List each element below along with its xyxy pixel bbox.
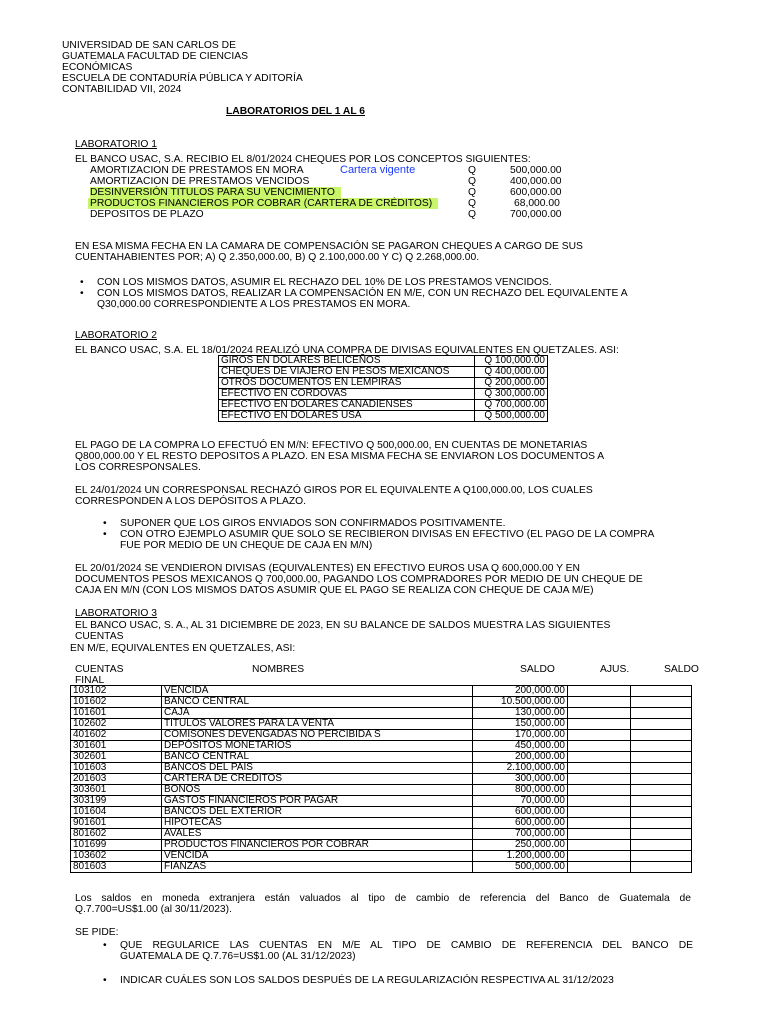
table-cell: Q 500,000.00 xyxy=(475,411,548,422)
lab1-paragraph: EN ESA MISMA FECHA EN LA CAMARA DE COMPENSACIÓN SE PAGARON CHEQUES A CARGO DE SUS xyxy=(75,241,583,252)
table-cell: 150,000.00 xyxy=(473,719,568,730)
table-cell: 2.100,000.00 xyxy=(473,763,568,774)
table-cell: 101603 xyxy=(71,763,162,774)
table-row xyxy=(71,741,692,752)
lab3-requirement: • QUE REGULARICE LAS CUENTAS EN M/E AL TIPO DE CAMBIO DE REFERENCIA DEL BANCO DE xyxy=(120,940,693,951)
table-cell: CHEQUES DE VIAJERO EN PESOS MEXICANOS xyxy=(219,367,475,378)
table-cell: 801602 xyxy=(71,829,162,840)
table-row xyxy=(71,774,692,785)
col-header-nombres: NOMBRES xyxy=(252,664,305,675)
table-row xyxy=(219,378,548,389)
table-cell: 301601 xyxy=(71,741,162,752)
table-cell: VENCIDA xyxy=(162,851,473,862)
table-cell xyxy=(631,719,692,730)
table-cell: 250,000.00 xyxy=(473,840,568,851)
table-cell: 300,000.00 xyxy=(473,774,568,785)
table-cell xyxy=(631,697,692,708)
lab2-title: LABORATORIO 2 xyxy=(75,330,158,341)
table-row xyxy=(219,367,548,378)
table-row xyxy=(71,840,692,851)
table-cell: BANCO CENTRAL xyxy=(162,752,473,763)
table-cell xyxy=(631,708,692,719)
amount: 500,000.00 xyxy=(510,165,562,176)
table-cell xyxy=(631,774,692,785)
lab1-paragraph: CUENTAHABIENTES POR; A) Q 2.350,000.00, B) Q 2.100,000.00 Y C) Q 2.268,000.00. xyxy=(75,252,480,263)
col-header-ajus: AJUS. xyxy=(600,664,630,675)
currency: Q xyxy=(468,198,477,209)
table-cell: BANCOS DEL EXTERIOR xyxy=(162,807,473,818)
header-line: UNIVERSIDAD DE SAN CARLOS DE xyxy=(62,40,236,51)
table-cell xyxy=(568,829,631,840)
table-cell: DEPÓSITOS MONETARIOS xyxy=(162,741,473,752)
table-row xyxy=(71,851,692,862)
lab2-intro: EL BANCO USAC, S.A. EL 18/01/2024 REALIZÓ UNA COMPRA DE DIVISAS EQUIVALENTES EN QUETZALES. ASI: xyxy=(75,345,619,356)
table-cell: Q 400,000.00 xyxy=(475,367,548,378)
table-cell: 401602 xyxy=(71,730,162,741)
table-cell: 1.200,000.00 xyxy=(473,851,568,862)
table-row xyxy=(71,807,692,818)
table-cell: HIPOTECAS xyxy=(162,818,473,829)
table-cell: 101602 xyxy=(71,697,162,708)
table-cell: OTROS DOCUMENTOS EN LEMPIRAS xyxy=(219,378,475,389)
table-cell: BANCOS DEL PAIS xyxy=(162,763,473,774)
lab1-bullet: • CON LOS MISMOS DATOS, REALIZAR LA COMPENSACIÓN EN M/E, CON UN RECHAZO DEL EQUIVALENTE A xyxy=(97,288,628,299)
table-cell: 103102 xyxy=(71,686,162,697)
lab1-item: DEPOSITOS DE PLAZO xyxy=(90,209,204,220)
table-cell xyxy=(631,851,692,862)
table-cell: 130,000.00 xyxy=(473,708,568,719)
table-row xyxy=(71,752,692,763)
lab3-requirement-cont: GUATEMALA DE Q.7.76=US$1.00 (AL 31/12/2023) xyxy=(120,951,356,962)
header-line: GUATEMALA FACULTAD DE CIENCIAS xyxy=(62,51,248,62)
lab2-paragraph: EL 20/01/2024 SE VENDIERON DIVISAS (EQUIVALENTES) EN EFECTIVO EUROS USA Q 600,000.00 Y EN xyxy=(75,563,580,574)
lab3-intro: EL BANCO USAC, S. A., AL 31 DICIEMBRE DE 2023, EN SU BALANCE DE SALDOS MUESTRA LAS SIGUIENTES xyxy=(75,620,611,631)
table-cell: 303199 xyxy=(71,796,162,807)
col-header-saldo: SALDO xyxy=(520,664,555,675)
table-cell: 200,000.00 xyxy=(473,752,568,763)
table-cell: TITULOS VALORES PARA LA VENTA xyxy=(162,719,473,730)
lab3-table xyxy=(70,685,692,873)
table-row xyxy=(219,356,548,367)
currency: Q xyxy=(468,209,477,220)
lab1-item: AMORTIZACION DE PRESTAMOS VENCIDOS xyxy=(90,176,310,187)
table-row xyxy=(71,829,692,840)
table-cell xyxy=(631,763,692,774)
table-cell: 450,000.00 xyxy=(473,741,568,752)
table-cell: AVALES xyxy=(162,829,473,840)
table-cell xyxy=(568,730,631,741)
table-cell: 101699 xyxy=(71,840,162,851)
table-cell xyxy=(568,763,631,774)
table-cell: 170,000.00 xyxy=(473,730,568,741)
table-cell xyxy=(631,796,692,807)
table-cell: 70,000.00 xyxy=(473,796,568,807)
col-header-final: FINAL xyxy=(75,675,105,686)
table-cell xyxy=(631,730,692,741)
table-cell: 201603 xyxy=(71,774,162,785)
table-cell xyxy=(631,741,692,752)
table-cell: Q 100,000.00 xyxy=(475,356,548,367)
table-cell xyxy=(568,807,631,818)
table-row xyxy=(219,400,548,411)
header-line: CONTABILIDAD VII, 2024 xyxy=(62,84,182,95)
table-row xyxy=(71,708,692,719)
table-row xyxy=(219,389,548,400)
lab1-bullet: • CON LOS MISMOS DATOS, ASUMIR EL RECHAZO DEL 10% DE LOS PRESTAMOS VENCIDOS. xyxy=(97,277,552,288)
lab2-table xyxy=(218,355,548,422)
table-cell xyxy=(568,774,631,785)
table-cell: Q 300,000.00 xyxy=(475,389,548,400)
lab1-item-highlighted: PRODUCTOS FINANCIEROS POR COBRAR (CARTERA DE CRÉDITOS) xyxy=(88,198,438,209)
header-block xyxy=(62,40,303,95)
currency: Q xyxy=(468,176,477,187)
lab2-bullet: • SUPONER QUE LOS GIROS ENVIADOS SON CONFIRMADOS POSITIVAMENTE. xyxy=(120,518,505,529)
table-cell xyxy=(568,785,631,796)
table-row xyxy=(71,730,692,741)
lab2-paragraph: EL 24/01/2024 UN CORRESPONSAL RECHAZÓ GIROS POR EL EQUIVALENTE A Q100,000.00, LOS CUALES xyxy=(75,485,593,496)
table-cell xyxy=(568,862,631,873)
table-cell xyxy=(568,686,631,697)
table-row xyxy=(71,697,692,708)
table-cell: 600,000.00 xyxy=(473,807,568,818)
table-cell: 800,000.00 xyxy=(473,785,568,796)
table-cell: BONOS xyxy=(162,785,473,796)
table-cell xyxy=(568,752,631,763)
lab2-paragraph: EL PAGO DE LA COMPRA LO EFECTUÓ EN M/N: EFECTIVO Q 500,000.00, EN CUENTAS DE MONETARIAS xyxy=(75,440,588,451)
table-cell xyxy=(631,840,692,851)
amount: 400,000.00 xyxy=(510,176,562,187)
table-cell: EFECTIVO EN DOLARES USA xyxy=(219,411,475,422)
lab1-item: AMORTIZACION DE PRESTAMOS EN MORA xyxy=(90,165,304,176)
table-cell: Q 200,000.00 xyxy=(475,378,548,389)
table-cell xyxy=(568,697,631,708)
table-cell: 103602 xyxy=(71,851,162,862)
table-cell: 600,000.00 xyxy=(473,818,568,829)
currency: Q xyxy=(468,187,477,198)
table-cell: GASTOS FINANCIEROS POR PAGAR xyxy=(162,796,473,807)
table-cell: VENCIDA xyxy=(162,686,473,697)
table-cell xyxy=(568,719,631,730)
table-row xyxy=(71,719,692,730)
lab2-paragraph: Q800,000.00 Y EL RESTO DEPOSITOS A PLAZO. EN ESA MISMA FECHA SE ENVIARON LOS DOCUMENTOS A xyxy=(75,451,605,462)
lab1-intro: EL BANCO USAC, S.A. RECIBIO EL 8/01/2024 CHEQUES POR LOS CONCEPTOS SIGUIENTES: xyxy=(75,154,531,165)
lab3-intro: CUENTAS xyxy=(75,631,124,642)
amount: 700,000.00 xyxy=(510,209,562,220)
table-cell: EFECTIVO EN DOLARES CANADIENSES xyxy=(219,400,475,411)
table-cell xyxy=(568,840,631,851)
lab2-paragraph: CAJA EN M/N (CON LOS MISMOS DATOS ASUMIR QUE EL PAGO SE REALIZA CON CHEQUE DE CAJA M/E) xyxy=(75,585,594,596)
table-cell xyxy=(631,829,692,840)
table-cell: 500,000.00 xyxy=(473,862,568,873)
table-cell xyxy=(568,818,631,829)
table-row xyxy=(71,686,692,697)
lab3-note: Q.7.700=US$1.00 (al 30/11/2023). xyxy=(75,904,232,915)
lab2-paragraph: DOCUMENTOS PESOS MEXICANOS Q 700,000.00, PAGANDO LOS COMPRADORES POR MEDIO DE UN CHEQUE DE xyxy=(75,574,643,585)
amount: 68,000.00 xyxy=(514,198,560,209)
document-title: LABORATORIOS DEL 1 AL 6 xyxy=(226,106,366,117)
header-line: ECONÓMICAS xyxy=(62,62,133,73)
lab2-paragraph: LOS CORRESPONSALES. xyxy=(75,462,201,473)
table-cell: 801603 xyxy=(71,862,162,873)
table-row xyxy=(71,818,692,829)
table-cell xyxy=(631,785,692,796)
table-cell: EFECTIVO EN CORDOVAS xyxy=(219,389,475,400)
table-cell: 302601 xyxy=(71,752,162,763)
table-cell: 102602 xyxy=(71,719,162,730)
table-cell: BANCO CENTRAL xyxy=(162,697,473,708)
table-cell: 200,000.00 xyxy=(473,686,568,697)
lab1-title: LABORATORIO 1 xyxy=(75,139,158,150)
lab3-intro: EN M/E, EQUIVALENTES EN QUETZALES, ASI: xyxy=(70,643,296,654)
table-cell xyxy=(631,686,692,697)
table-cell xyxy=(631,807,692,818)
se-pide-heading: SE PIDE: xyxy=(75,927,119,938)
table-cell: CAJA xyxy=(162,708,473,719)
table-cell xyxy=(568,851,631,862)
table-cell: GIROS EN DOLARES BELICEÑOS xyxy=(219,356,475,367)
col-header-saldo-final: SALDO xyxy=(664,664,699,675)
lab2-paragraph: CORRESPONDEN A LOS DEPÓSITOS A PLAZO. xyxy=(75,496,306,507)
table-cell: 10.500,000.00 xyxy=(473,697,568,708)
table-row xyxy=(219,411,548,422)
table-cell xyxy=(568,708,631,719)
table-cell: 101601 xyxy=(71,708,162,719)
col-header-cuentas: CUENTAS xyxy=(75,664,124,675)
table-row xyxy=(71,785,692,796)
table-row xyxy=(71,763,692,774)
table-cell: 303601 xyxy=(71,785,162,796)
lab3-requirement: • INDICAR CUÁLES SON LOS SALDOS DESPUÉS DE LA REGULARIZACIÓN RESPECTIVA AL 31/12/2023 xyxy=(120,975,614,986)
table-cell xyxy=(631,862,692,873)
table-cell xyxy=(568,796,631,807)
lab2-bullet-cont: FUE POR MEDIO DE UN CHEQUE DE CAJA EN M/N) xyxy=(120,540,373,551)
table-row xyxy=(71,862,692,873)
lab1-bullet-cont: Q30,000.00 CORRESPONDIENTE A LOS PRESTAMOS EN MORA. xyxy=(97,299,411,310)
lab1-item-highlighted: DESINVERSIÓN TITULOS PARA SU VENCIMIENTO xyxy=(90,187,341,198)
table-cell: COMISONES DEVENGADAS NO PERCIBIDA S xyxy=(162,730,473,741)
lab3-note: Los saldos en moneda extranjera están valuados al tipo de cambio de referencia del Banco de Guatemala de xyxy=(75,893,691,904)
table-cell: FIANZAS xyxy=(162,862,473,873)
lab3-title: LABORATORIO 3 xyxy=(75,608,158,619)
table-cell xyxy=(631,818,692,829)
table-cell: 700,000.00 xyxy=(473,829,568,840)
table-cell xyxy=(631,752,692,763)
handwritten-annotation: Cartera vigente xyxy=(340,164,416,176)
table-row xyxy=(71,796,692,807)
table-cell xyxy=(568,741,631,752)
currency: Q xyxy=(468,165,477,176)
amount: 600,000.00 xyxy=(510,187,562,198)
table-cell: Q 700,000.00 xyxy=(475,400,548,411)
lab2-bullet: • CON OTRO EJEMPLO ASUMIR QUE SOLO SE RECIBIERON DIVISAS EN EFECTIVO (EL PAGO DE LA COMPRA xyxy=(120,529,654,540)
table-cell: 101604 xyxy=(71,807,162,818)
table-cell: CARTERA DE CREDITOS xyxy=(162,774,473,785)
header-line: ESCUELA DE CONTADURÍA PÚBLICA Y ADITORÍA xyxy=(62,73,303,84)
table-cell: PRODUCTOS FINANCIEROS POR COBRAR xyxy=(162,840,473,851)
table-cell: 901601 xyxy=(71,818,162,829)
